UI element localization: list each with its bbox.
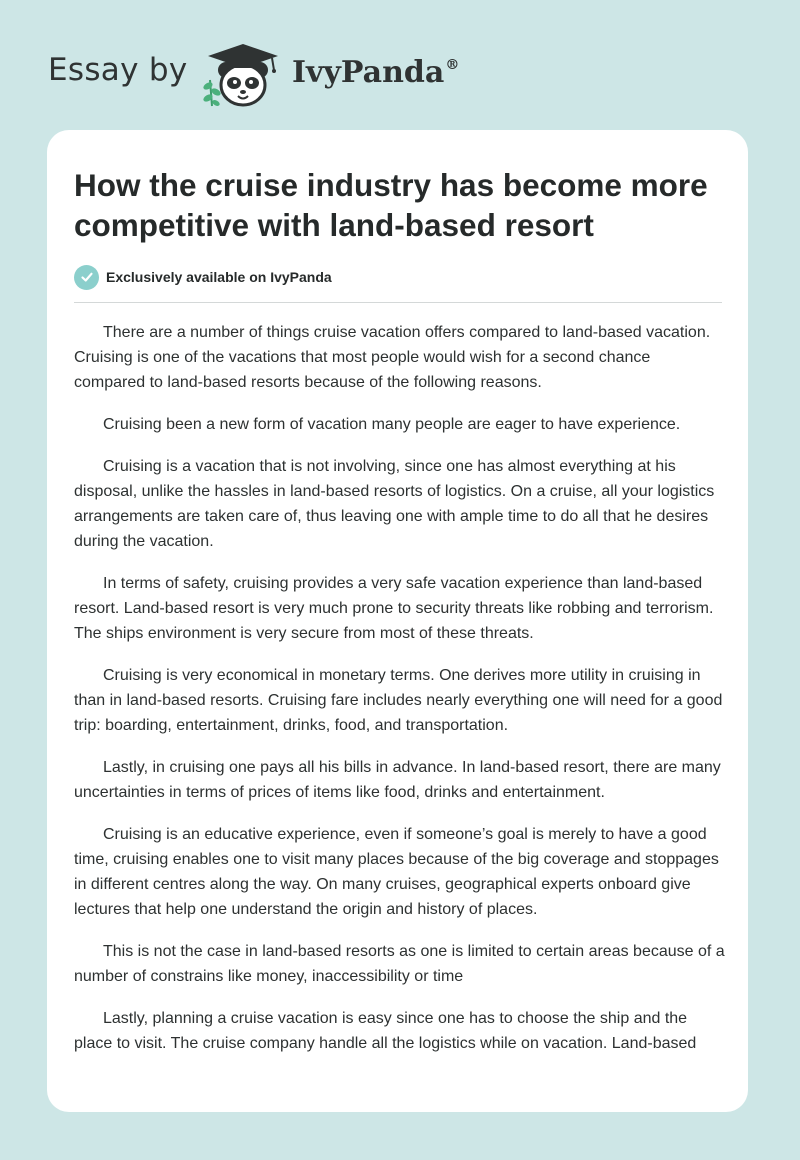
paragraph: Cruising is very economical in monetary terms. One derives more utility in cruising in than in land-based resorts. Cruising fare includes nearly everything one will need for a good trip: boarding, entertainment, drinks, food, and transportation. [74,667,723,734]
brand-name[interactable] [292,55,459,90]
paragraph: Lastly, in cruising one pays all his bills in advance. In land-based resort, there are many uncertainties in terms of prices of items like food, drinks and entertainment. [74,759,721,801]
paragraph: There are a number of things cruise vacation offers compared to land-based vacation. Cruising is one of the vacations that most people would wish for a second chance compared to land-based resorts because of the following reasons. [74,324,711,391]
essay-card [47,130,748,1112]
essay-body [74,320,725,1073]
check-icon [74,265,99,290]
site-header [0,0,800,130]
paragraph: This is not the case in land-based resorts as one is limited to certain areas because of a number of constrains like money, inaccessibility or time [74,943,725,985]
badge-text: Exclusively available on IvyPanda [106,269,332,285]
exclusive-badge [74,264,332,290]
brand-name-text: IvyPanda [292,55,445,90]
paragraph: Cruising is an educative experience, even if someone’s goal is merely to have a good time, cruising enables one to visit many places because of the big coverage and stoppages in different centres along the way. On many cruises, geographical experts onboard give lectures that help one understand the origin and history of places. [74,826,719,918]
divider [74,302,722,303]
registered-mark: ® [445,57,460,73]
panda-graduation-cap-icon[interactable] [202,36,286,110]
paragraph: Cruising been a new form of vacation many people are eager to have experience. [103,416,681,433]
paragraph: Cruising is a vacation that is not involving, since one has almost everything at his disposal, unlike the hassles in land-based resorts of logistics. On a cruise, all your logistics arrangements are taken care of, thus leaving one with ample time to do all that he desires during the vacation. [74,458,715,550]
essay-title: How the cruise industry has become more competitive with land-based resort [74,167,708,243]
paragraph: Lastly, planning a cruise vacation is easy since one has to choose the ship and the place to visit. The cruise company handle all the logistics while on vacation. Land-based [74,1010,697,1052]
paragraph: In terms of safety, cruising provides a very safe vacation experience than land-based resort. Land-based resort is very much prone to security threats like robbing and terrorism. The ships environment is very secure from most of these threats. [74,575,714,642]
brand-prefix: Essay by [48,52,188,88]
